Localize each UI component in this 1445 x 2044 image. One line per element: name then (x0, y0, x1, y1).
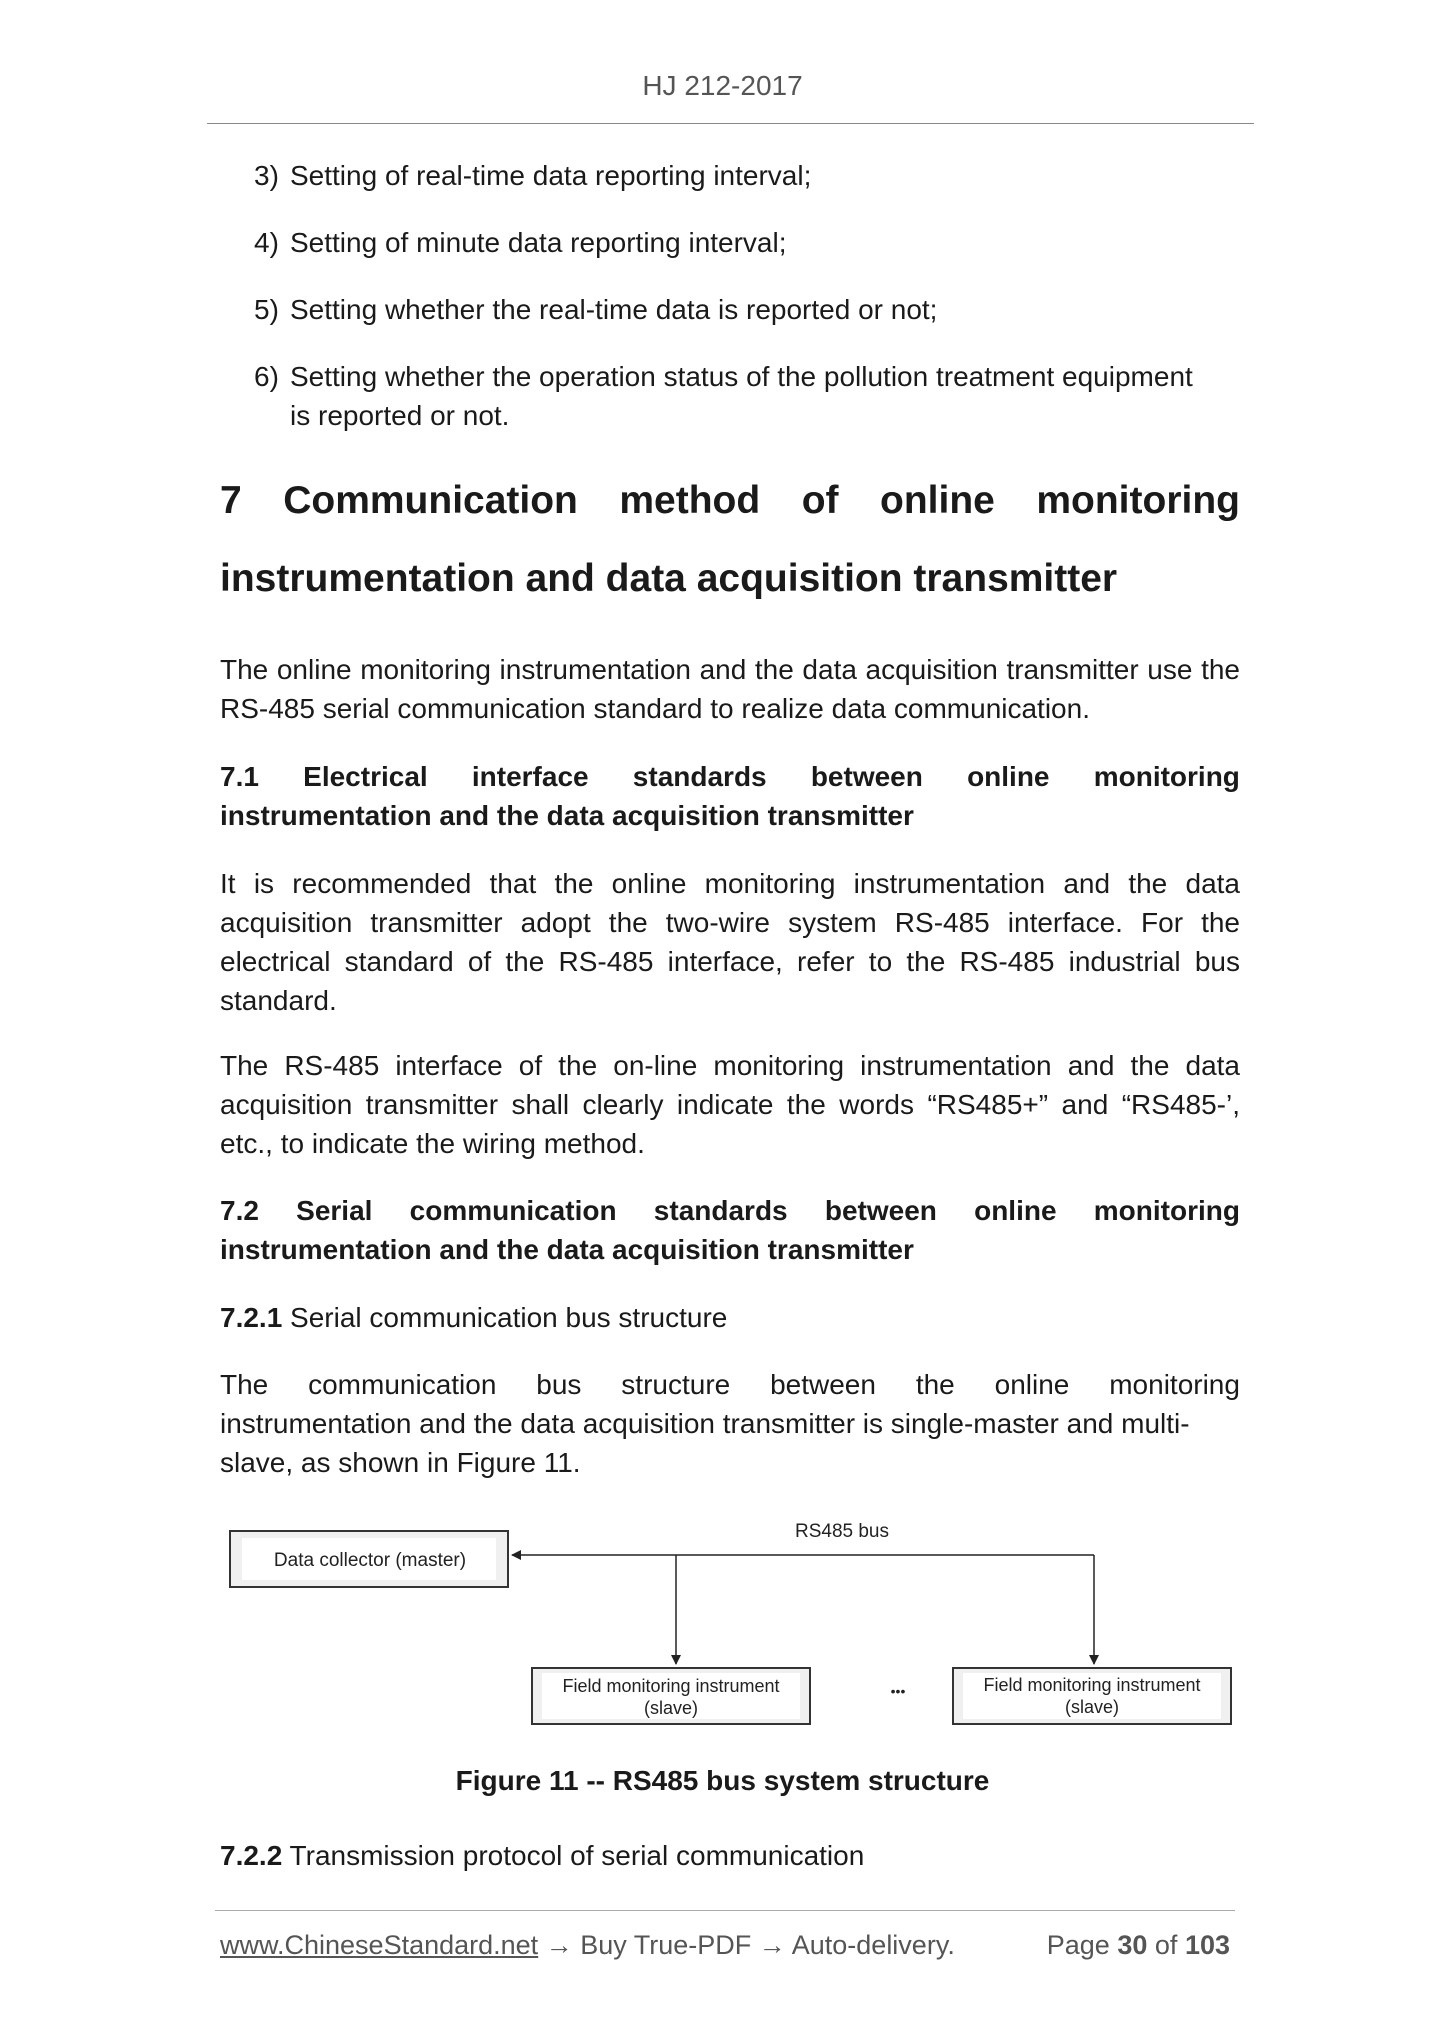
heading-word: Communication (283, 479, 578, 522)
header-divider (207, 123, 1254, 124)
list-item-text-line: is reported or not. (290, 400, 510, 431)
slave-2-label-line-1: Field monitoring instrument (983, 1675, 1201, 1695)
para-word: bus (536, 1369, 582, 1400)
section-7-intro: The online monitoring instrumentation and the data acquisition transmitter use the RS-485 serial communication standard to realize data communication. (220, 654, 1240, 724)
document-header: HJ 212-2017 (642, 70, 803, 101)
slave-box-2 (953, 1668, 1231, 1724)
heading-word: monitoring (1036, 479, 1240, 522)
section-7-2-2-heading (220, 1836, 1240, 1875)
footer-divider (215, 1910, 1235, 1911)
slave-box-1 (532, 1668, 810, 1724)
para-line: slave, as shown in Figure 11. (220, 1447, 581, 1478)
bus-label: RS485 bus (794, 1521, 890, 1542)
section-title: Transmission protocol of serial communication (282, 1840, 865, 1871)
section-number: 7.2.1 (220, 1302, 283, 1333)
ellipsis: ••• (890, 1683, 906, 1699)
current-page: 30 (1117, 1930, 1148, 1960)
para-word: the (915, 1369, 955, 1400)
page-label: Page (1046, 1930, 1110, 1960)
list-item-number: 6) (254, 361, 279, 392)
para-word: structure (621, 1369, 731, 1400)
footer-promo (220, 1930, 955, 1961)
list-item-number: 4) (254, 227, 279, 258)
section-7-1-paragraph-1: It is recommended that the online monitoring instrumentation and the data acquisition transmitter adopt the two-wire system RS-485 interface. For the electrical standard of the RS-485 interface, refer to the RS-485 industrial bus standard. (220, 868, 1240, 1016)
section-7-2-1-paragraph (220, 1365, 1240, 1482)
list-item (254, 156, 1244, 195)
list-item-text: Setting whether the real-time data is reported or not; (290, 294, 938, 325)
rs485-bus-diagram (220, 1510, 1240, 1730)
para-word: communication (308, 1369, 497, 1400)
list-item-text: Setting of real-time data reporting interval; (290, 160, 812, 191)
heading-word: 7.1 (220, 761, 259, 792)
heading-word: of (801, 479, 839, 522)
heading-word: monitoring (1093, 761, 1240, 792)
heading-word: standards (632, 761, 767, 792)
section-7-1-heading (220, 757, 1240, 835)
para-word: monitoring (1109, 1369, 1240, 1400)
para-word: between (770, 1369, 876, 1400)
section-7-1-paragraph-2: The RS-485 interface of the on-line monitoring instrumentation and the data acquisition transmitter shall clearly indicate the words “RS485+” and “RS485-’, etc., to indicate the wiring method. (220, 1050, 1240, 1159)
heading-word: between (810, 761, 923, 792)
heading-word: between (824, 1195, 937, 1226)
heading-word: monitoring (1093, 1195, 1240, 1226)
total-pages: 103 (1184, 1930, 1230, 1960)
heading-word: online (967, 761, 1050, 792)
heading-word: Serial (296, 1195, 373, 1226)
list-item-text-line: Setting whether the operation status of the pollution treatment equipment (290, 361, 1193, 392)
list-item (254, 357, 1244, 435)
heading-word: communication (409, 1195, 617, 1226)
footer-tagline: → Buy True-PDF → Auto-delivery. (538, 1930, 955, 1960)
heading-word: online (974, 1195, 1057, 1226)
page-number (1047, 1930, 1230, 1961)
slave-1-label-line-1: Field monitoring instrument (562, 1676, 780, 1696)
para-word: online (994, 1369, 1070, 1400)
website-link[interactable]: www.ChineseStandard.net (220, 1930, 539, 1960)
heading-line: instrumentation and the data acquisition transmitter (220, 1234, 914, 1265)
section-7-heading (220, 462, 1240, 618)
section-title: Serial communication bus structure (282, 1302, 728, 1333)
master-box (230, 1531, 508, 1587)
section-7-2-heading (220, 1191, 1240, 1269)
para-line: instrumentation and the data acquisition transmitter is single-master and multi- (220, 1408, 1190, 1439)
section-number: 7.2.2 (220, 1840, 283, 1871)
page-footer (220, 1930, 1230, 1961)
heading-word: 7 (220, 479, 242, 522)
heading-word: Electrical (303, 761, 428, 792)
section-7-2-1-heading (220, 1298, 1240, 1337)
heading-line: instrumentation and data acquisition transmitter (220, 557, 1118, 600)
figure-caption: Figure 11 -- RS485 bus system structure (455, 1765, 990, 1796)
heading-line: instrumentation and the data acquisition transmitter (220, 800, 914, 831)
para-word: The (220, 1369, 269, 1400)
list-item-number: 3) (254, 160, 279, 191)
heading-word: interface (471, 761, 589, 792)
master-label: Data collector (master) (273, 1550, 467, 1571)
heading-word: online (880, 479, 995, 522)
list-item-text: Setting of minute data reporting interval; (290, 227, 787, 258)
slave-2-label-line-2: (slave) (1064, 1697, 1120, 1717)
slave-1-label-line-2: (slave) (643, 1698, 699, 1718)
list-item (254, 290, 1244, 329)
heading-word: method (619, 479, 761, 522)
heading-word: 7.2 (220, 1195, 259, 1226)
of-label: of (1154, 1930, 1178, 1960)
heading-word: standards (653, 1195, 788, 1226)
list-item-number: 5) (254, 294, 279, 325)
list-item (254, 223, 1244, 262)
